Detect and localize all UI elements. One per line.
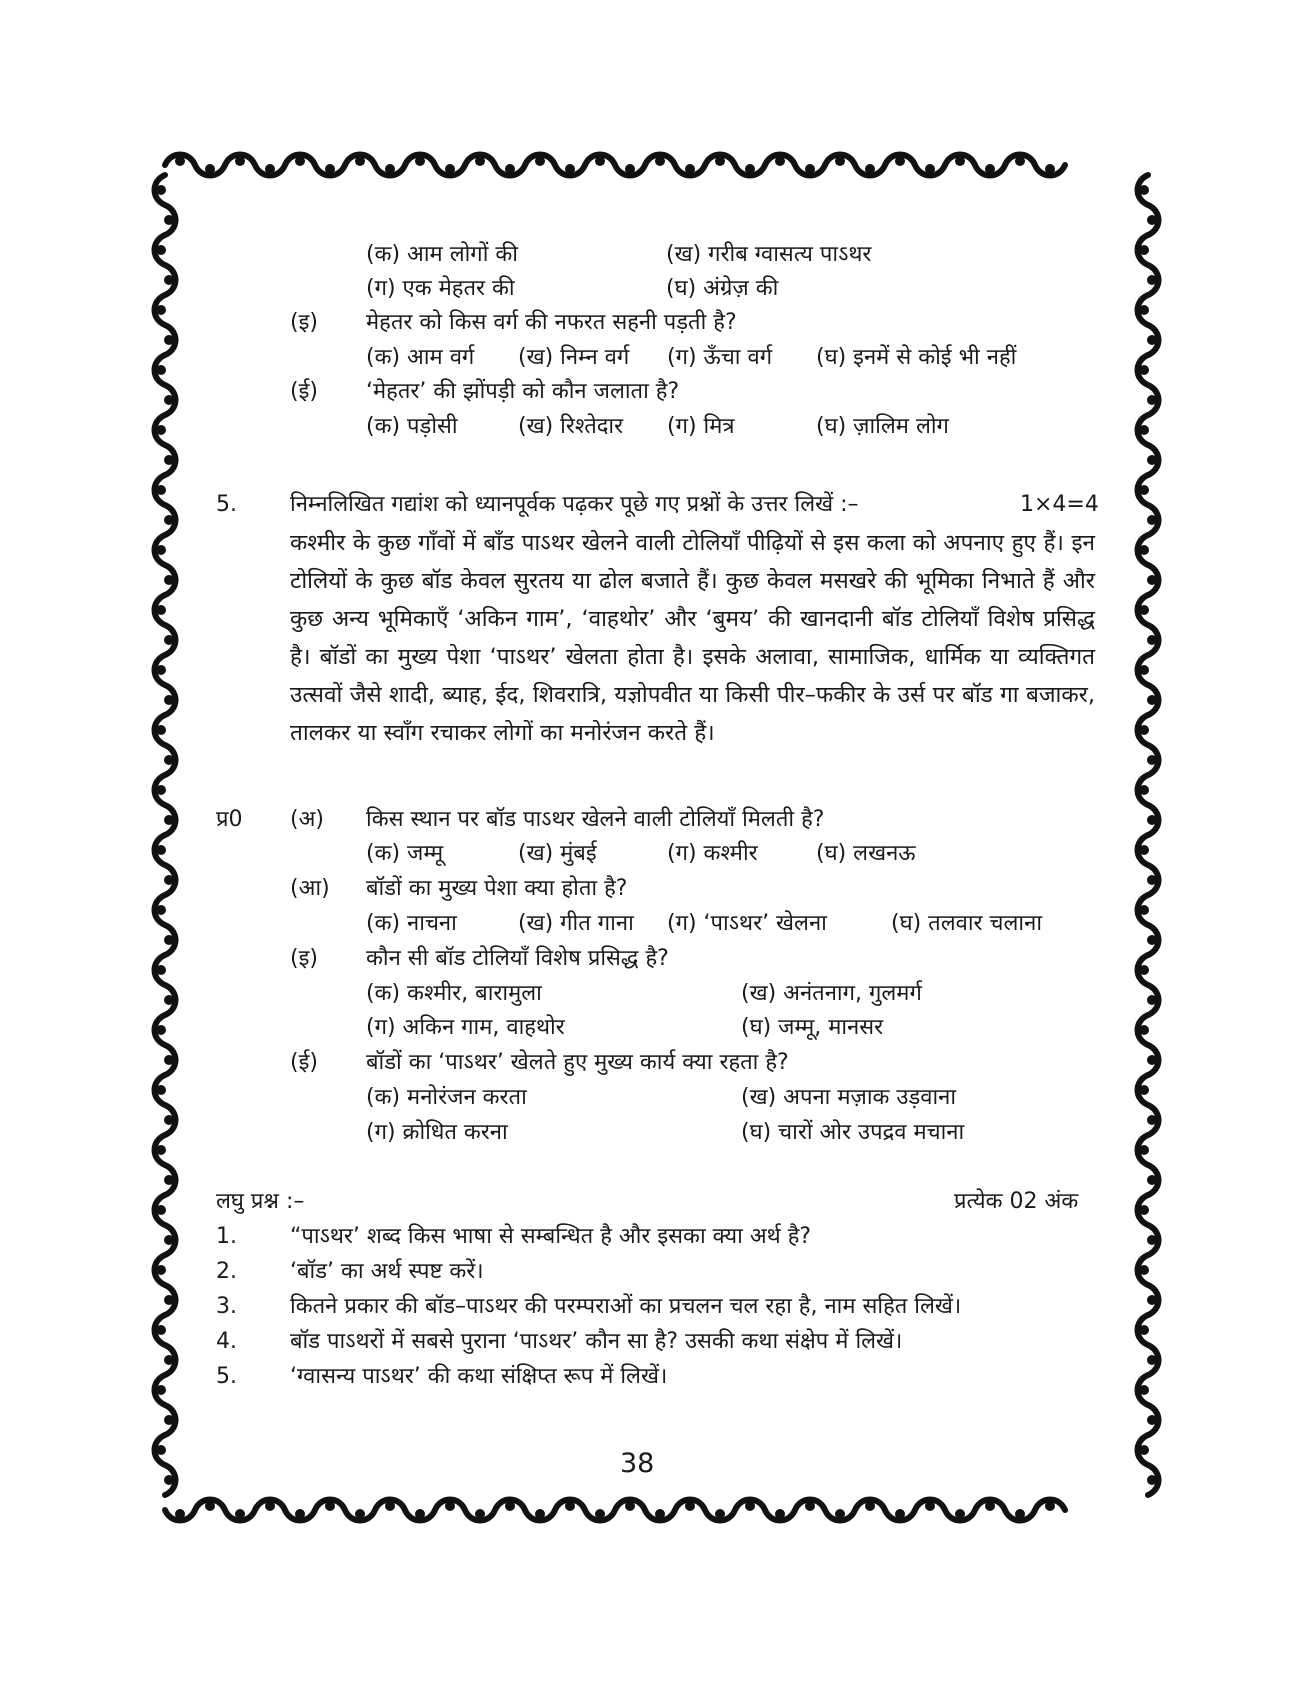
border-ornament [225, 155, 285, 176]
border-ornament [1138, 955, 1159, 1015]
prev-qi-number: (इ) [290, 310, 318, 335]
border-ornament [945, 155, 1005, 176]
short-q-number: 4. [216, 1329, 237, 1354]
prev-qii-option: (घ) ज़ालिम लोग [816, 414, 949, 439]
border-ornament [1138, 1195, 1159, 1255]
prev-qii-number: (ई) [290, 379, 318, 404]
border-ornament [1138, 355, 1159, 415]
border-ornament [155, 475, 176, 535]
prev-qi-text: मेहतर को किस वर्ग की नफरत सहनी पड़ती है? [366, 310, 737, 335]
short-q-text: ‘बॉड’ का अर्थ स्पष्ट करें। [290, 1259, 484, 1284]
qi-option: (क) कश्मीर, बारामुला [366, 981, 542, 1006]
border-ornament [285, 155, 345, 176]
short-q-number: 2. [216, 1259, 237, 1284]
border-ornament [1138, 295, 1159, 355]
border-ornament [1138, 475, 1159, 535]
border-ornament [1005, 1500, 1065, 1521]
q5-marks: 1×4=4 [1020, 492, 1099, 517]
border-ornament [1138, 535, 1159, 595]
short-q-number: 3. [216, 1294, 237, 1319]
border-ornament [705, 1500, 765, 1521]
qaa-option: (ग) ‘पाऽथर’ खेलना [667, 911, 827, 936]
qaa-option: (क) नाचना [366, 911, 457, 936]
border-ornament [1138, 1075, 1159, 1135]
border-ornament [155, 775, 176, 835]
prev-option-gha: (घ) अंग्रेज़ की [666, 276, 779, 301]
q5-passage: कश्मीर के कुछ गाँवों में बाँड पाऽथर खेलने वाली टोलियाँ पीढ़ियों से इस कला को अपनाए हुए हैं। इन टोलियों के कुछ बॉड केवल सुरतय या ढोल बजाते हैं। कुछ केवल मसखरे की भूमिका निभाते हैं और कुछ अन्य भूमिकाएँ ‘अकिन गाम’, ‘वाहथोर’ और ‘बुमय’ की खानदानी बॉड टोलियाँ विशेष प्रसिद्ध है। बॉडों का मुख्य पेशा ‘पाऽथर’ खेलता होता है। इसके अलावा, सामाजिक, धार्मिक या व्यक्तिगत उत्सवों जैसे शादी, ब्याह, ईद, शिवरात्रि, यज्ञोपवीत या किसी पीर–फकीर के उर्स पर बॉड गा बजाकर, तालकर या स्वाँग रचाकर लोगों का मनोरंजन करते हैं। [290, 530, 1095, 746]
prev-qi-option: (ग) ऊँचा वर्ग [667, 345, 773, 370]
border-ornament [1138, 1255, 1159, 1315]
border-ornament [885, 155, 945, 176]
border-ornament [155, 295, 176, 355]
border-ornament [155, 1435, 176, 1495]
border-ornament [1138, 775, 1159, 835]
border-ornament [405, 1500, 465, 1521]
border-ornament [155, 1075, 176, 1135]
border-ornament [155, 1255, 176, 1315]
qi-text: कौन सी बॉड टोलियाँ विशेष प्रसिद्ध है? [366, 946, 669, 971]
border-ornament [1138, 415, 1159, 475]
short-questions-marks: प्रत्येक 02 अंक [954, 1189, 1079, 1214]
prev-qii-option: (क) पड़ोसी [366, 414, 458, 439]
border-ornament [1138, 1015, 1159, 1075]
qii-option: (क) मनोरंजन करता [366, 1085, 527, 1110]
border-ornament [155, 1315, 176, 1375]
page-number: 38 [620, 1448, 655, 1479]
short-q-number: 5. [216, 1364, 237, 1389]
prev-qi-option: (ख) निम्न वर्ग [518, 345, 630, 370]
border-ornament [525, 1500, 585, 1521]
qaa-option: (ख) गीत गाना [518, 911, 634, 936]
qaa-text: बॉडों का मुख्य पेशा क्या होता है? [366, 876, 628, 901]
border-ornament [765, 155, 825, 176]
border-ornament [345, 155, 405, 176]
border-ornament [285, 1500, 345, 1521]
border-bottom [165, 1500, 1065, 1521]
qa-option: (क) जम्मू [366, 841, 444, 866]
border-ornament [1138, 835, 1159, 895]
border-ornament [585, 1500, 645, 1521]
short-questions-heading: लघु प्रश्न :– [216, 1189, 305, 1214]
questions-label: प्र0 [216, 807, 243, 832]
short-q-number: 1. [216, 1224, 237, 1249]
border-ornament [225, 1500, 285, 1521]
border-ornament [155, 415, 176, 475]
border-ornament [405, 155, 465, 176]
border-ornament [155, 595, 176, 655]
border-ornament [155, 1015, 176, 1075]
border-ornament [585, 155, 645, 176]
prev-qii-text: ‘मेहतर’ की झोंपड़ी को कौन जलाता है? [366, 379, 680, 404]
border-ornament [1138, 715, 1159, 775]
qii-option: (घ) चारों ओर उपद्रव मचाना [741, 1120, 965, 1145]
prev-qii-option: (ग) मित्र [667, 414, 735, 439]
border-ornament [1005, 155, 1065, 176]
border-ornament [155, 895, 176, 955]
short-q-text: बॉड पाऽथरों में सबसे पुराना ‘पाऽथर’ कौन सा है? उसकी कथा संक्षेप में लिखें। [290, 1329, 903, 1354]
border-ornament [165, 1500, 225, 1521]
border-ornament [155, 1375, 176, 1435]
border-ornament [155, 1135, 176, 1195]
border-ornament [345, 1500, 405, 1521]
border-ornament [155, 1195, 176, 1255]
border-top [165, 155, 1065, 176]
border-ornament [155, 955, 176, 1015]
border-ornament [155, 355, 176, 415]
prev-option-ga: (ग) एक मेहतर की [366, 276, 515, 301]
border-ornament [155, 175, 176, 235]
border-ornament [465, 1500, 525, 1521]
prev-option-kha: (ख) गरीब ग्वासत्य पाऽथर [666, 242, 872, 267]
border-ornament [465, 155, 525, 176]
border-ornament [1138, 1135, 1159, 1195]
short-q-text: “पाऽथर’ शब्द किस भाषा से सम्बन्धित है और इसका क्या अर्थ है? [290, 1224, 812, 1249]
prev-qi-option: (घ) इनमें से कोई भी नहीं [816, 345, 1017, 370]
border-ornament [1138, 175, 1159, 235]
border-ornament [1138, 595, 1159, 655]
border-ornament [1138, 235, 1159, 295]
q5-number: 5. [216, 492, 237, 517]
border-ornament [825, 1500, 885, 1521]
border-ornament [165, 155, 225, 176]
qaa-option: (घ) तलवार चलाना [891, 911, 1043, 936]
prev-option-ka: (क) आम लोगों की [366, 242, 518, 267]
qi-option: (ग) अकिन गाम, वाहथोर [366, 1015, 565, 1040]
qii-number: (ई) [290, 1050, 318, 1075]
border-ornament [825, 155, 885, 176]
border-right [1138, 175, 1159, 1495]
short-q-text: कितने प्रकार की बॉड–पाऽथर की परम्पराओं का प्रचलन चल रहा है, नाम सहित लिखें। [290, 1294, 962, 1319]
border-ornament [155, 535, 176, 595]
border-ornament [645, 1500, 705, 1521]
qa-text: किस स्थान पर बॉड पाऽथर खेलने वाली टोलियाँ मिलती है? [366, 807, 825, 832]
qa-option: (ख) मुंबई [518, 841, 597, 866]
border-ornament [945, 1500, 1005, 1521]
qa-option: (घ) लखनऊ [816, 841, 916, 866]
prev-qii-option: (ख) रिश्तेदार [518, 414, 624, 439]
short-q-text: ‘ग्वासन्य पाऽथर’ की कथा संक्षिप्त रूप में लिखें। [290, 1364, 668, 1389]
border-ornament [1138, 895, 1159, 955]
border-ornament [1138, 1375, 1159, 1435]
border-ornament [1138, 655, 1159, 715]
qii-option: (ग) क्रोधित करना [366, 1120, 508, 1145]
qa-option: (ग) कश्मीर [667, 841, 758, 866]
border-ornament [1138, 1435, 1159, 1495]
qi-number: (इ) [290, 946, 318, 971]
qii-text: बॉडों का ‘पाऽथर’ खेलते हुए मुख्य कार्य क्या रहता है? [366, 1050, 789, 1075]
border-ornament [705, 155, 765, 176]
q5-instruction: निम्नलिखित गद्यांश को ध्यानपूर्वक पढ़कर पूछे गए प्रश्नों के उत्तर लिखें :– [290, 492, 859, 517]
qaa-number: (आ) [290, 876, 330, 901]
border-ornament [645, 155, 705, 176]
border-left [155, 175, 176, 1495]
prev-qi-option: (क) आम वर्ग [366, 345, 475, 370]
border-ornament [1138, 1315, 1159, 1375]
qi-option: (घ) जम्मू, मानसर [741, 1015, 884, 1040]
border-ornament [525, 155, 585, 176]
border-ornament [155, 235, 176, 295]
border-ornament [885, 1500, 945, 1521]
qa-number: (अ) [290, 807, 324, 832]
border-ornament [765, 1500, 825, 1521]
qi-option: (ख) अनंतनाग, गुलमर्ग [741, 981, 922, 1006]
qii-option: (ख) अपना मज़ाक उड़वाना [741, 1085, 957, 1110]
border-ornament [155, 715, 176, 775]
border-ornament [155, 835, 176, 895]
border-ornament [155, 655, 176, 715]
